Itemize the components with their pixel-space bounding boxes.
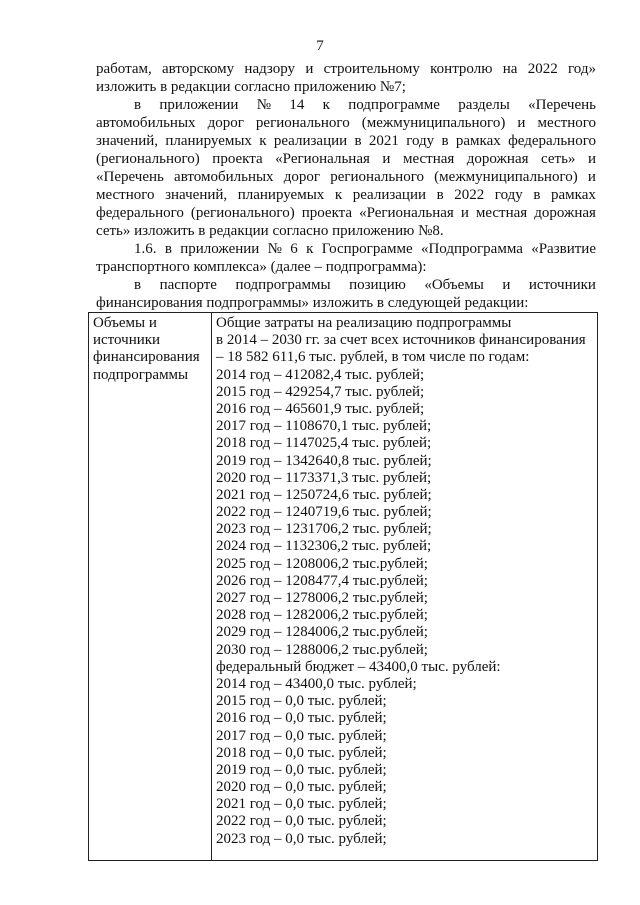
- word: 6: [290, 241, 298, 257]
- word: дорог: [207, 115, 244, 131]
- paragraph-1-line: [96, 60, 596, 78]
- paragraph-4: [96, 276, 596, 312]
- word: (межмуниципального): [434, 169, 578, 185]
- funding-value-cell: [212, 313, 598, 861]
- paragraph-2-line: [96, 132, 596, 150]
- word: дорожная: [466, 151, 529, 167]
- paragraph-3-line: [96, 240, 596, 258]
- word: году: [494, 187, 523, 203]
- label-line: источники: [93, 332, 161, 349]
- value-line: 2016 год – 0,0 тыс. рублей;: [216, 710, 387, 727]
- word: местная: [402, 151, 455, 167]
- word: реализации: [273, 133, 348, 149]
- word: (межмуниципального): [361, 115, 506, 131]
- value-line: в 2014 – 2030 гг. за счет всех источников финансирования: [216, 332, 586, 349]
- page-number: 7: [316, 38, 324, 54]
- word: 2022: [454, 187, 485, 203]
- word: автомобильных: [96, 115, 196, 131]
- word: и: [517, 115, 526, 131]
- word: Общие: [216, 315, 261, 331]
- value-line: 2022 год – 0,0 тыс. рублей;: [216, 813, 387, 830]
- word: местного: [537, 115, 596, 131]
- paragraph-4-line: [96, 276, 596, 294]
- label-line: подпрограммы: [93, 366, 189, 383]
- word: на: [502, 61, 518, 77]
- paragraph-2-line: [96, 114, 596, 132]
- word: разделы: [458, 97, 510, 113]
- word: приложении: [159, 97, 239, 113]
- paragraph-2: [96, 96, 596, 240]
- word: значений,: [96, 133, 159, 149]
- word: в: [441, 133, 449, 149]
- value-line: 2023 год – 1231706,2 тыс. рублей;: [216, 521, 432, 538]
- word: «Подпрограмма: [420, 241, 523, 257]
- paragraph-2-line: [96, 150, 596, 168]
- word: к: [322, 97, 330, 113]
- word: сеть»: [541, 151, 576, 167]
- value-line: 2014 год – 412082,4 тыс. рублей;: [216, 366, 425, 383]
- value-line: 2015 год – 429254,7 тыс. рублей;: [216, 383, 425, 400]
- word: в: [164, 241, 172, 257]
- position-label-cell: [89, 313, 212, 861]
- word: и: [587, 169, 596, 185]
- word: подпрограммы: [235, 277, 331, 293]
- paragraph-3: [96, 240, 596, 276]
- word: дорожная: [534, 205, 596, 221]
- value-line: 2024 год – 1132306,2 тыс. рублей;: [216, 538, 432, 555]
- word: в: [436, 187, 444, 203]
- value-line: 2020 год – 1173371,3 тыс. рублей;: [216, 469, 432, 486]
- word: проекта: [212, 151, 263, 167]
- word: к: [334, 187, 343, 203]
- value-line: 2027 год – 1278006,2 тыс.рублей;: [216, 590, 428, 606]
- word: 2022: [527, 61, 558, 77]
- paragraph-2-line: сеть» изложить в редакции согласно приложению №8.: [96, 223, 444, 239]
- word: и: [305, 61, 314, 77]
- word: «Объемы: [424, 277, 484, 293]
- word: строительному: [323, 61, 420, 77]
- word: подпрограмме: [348, 97, 440, 113]
- value-line: 2021 год – 0,0 тыс. рублей;: [216, 796, 387, 813]
- value-line: 2017 год – 0,0 тыс. рублей;: [216, 727, 387, 744]
- value-line: 2019 год – 1342640,8 тыс. рублей;: [216, 452, 432, 469]
- word: подпрограммы: [416, 315, 512, 331]
- word: к: [306, 241, 314, 257]
- word: рамках: [551, 187, 596, 203]
- word: контролю: [430, 61, 493, 77]
- word: регионального: [255, 115, 350, 131]
- word: затраты: [264, 315, 314, 331]
- word: приложении: [180, 241, 260, 257]
- word: (регионального): [96, 151, 200, 167]
- word: к: [259, 133, 267, 149]
- value-line: 2016 год – 465601,9 тыс. рублей;: [216, 400, 425, 417]
- value-line: 2020 год – 0,0 тыс. рублей;: [216, 779, 387, 796]
- word: год»: [567, 61, 596, 77]
- word: паспорте: [159, 277, 217, 293]
- word: источники: [528, 277, 596, 293]
- word: дорог: [283, 169, 321, 185]
- word: №: [267, 241, 282, 257]
- word: работам,: [96, 61, 152, 77]
- word: и: [502, 277, 511, 293]
- value-line: [216, 315, 593, 332]
- value-line: 2014 год – 43400,0 тыс. рублей;: [216, 675, 417, 692]
- word: «Перечень: [96, 169, 164, 185]
- word: и: [382, 151, 391, 167]
- paragraph-3-line: транспортного комплекса» (далее – подпрограмма):: [96, 259, 427, 275]
- value-line: 2019 год – 0,0 тыс. рублей;: [216, 761, 387, 778]
- value-line: 2015 год – 0,0 тыс. рублей;: [216, 693, 387, 710]
- value-line: 2028 год – 1282006,2 тыс.рублей;: [216, 607, 428, 624]
- word: «Региональная: [275, 151, 370, 167]
- word: реализации: [352, 187, 427, 203]
- word: федерального: [96, 205, 184, 221]
- word: «Развитие: [531, 241, 596, 257]
- word: (регионального): [190, 205, 295, 221]
- word: «Региональная: [359, 205, 454, 221]
- word: федерального: [508, 133, 596, 149]
- word: и: [587, 151, 596, 167]
- label-line: финансирования: [93, 349, 200, 366]
- value-line: 2018 год – 1147025,4 тыс. рублей;: [216, 435, 432, 452]
- word: местная: [475, 205, 528, 221]
- label-line: Объемы и: [93, 315, 157, 331]
- paragraph-2-line: [96, 186, 596, 204]
- paragraph-4-line: финансирования подпрограммы» изложить в следующей редакции:: [96, 295, 529, 311]
- value-line: 2017 год – 1108670,1 тыс. рублей;: [216, 418, 432, 435]
- value-lines: [216, 332, 593, 848]
- word: планируемых: [237, 187, 325, 203]
- word: проекта: [301, 205, 353, 221]
- paragraph-2-line: [96, 168, 596, 186]
- word: «Перечень: [528, 97, 596, 113]
- word: 2021: [368, 133, 399, 149]
- word: на: [317, 315, 333, 331]
- word: в: [533, 187, 541, 203]
- word: значений,: [165, 187, 228, 203]
- word: реализацию: [335, 315, 413, 331]
- word: позицию: [349, 277, 406, 293]
- word: местного: [96, 187, 155, 203]
- word: надзору: [244, 61, 296, 77]
- word: планируемых: [165, 133, 252, 149]
- word: рамках: [455, 133, 501, 149]
- word: автомобильных: [174, 169, 274, 185]
- paragraph-2-line: [96, 204, 596, 222]
- word: регионального: [330, 169, 424, 185]
- value-line: 2030 год – 1288006,2 тыс.рублей;: [216, 641, 428, 658]
- word: году: [406, 133, 435, 149]
- word: и: [460, 205, 469, 221]
- value-line: федеральный бюджет – 43400,0 тыс. рублей:: [216, 658, 501, 675]
- word: в: [134, 277, 142, 293]
- word: 14: [289, 97, 305, 113]
- value-line: 2021 год – 1250724,6 тыс. рублей;: [216, 486, 432, 503]
- passport-table: [88, 312, 598, 861]
- value-line: 2025 год – 1208006,2 тыс.рублей;: [216, 555, 428, 572]
- word: в: [134, 97, 142, 113]
- value-line: – 18 582 611,6 тыс. рублей, в том числе по годам:: [216, 349, 530, 366]
- value-line: 2018 год – 0,0 тыс. рублей;: [216, 744, 387, 761]
- value-line: 2022 год – 1240719,6 тыс. рублей;: [216, 504, 432, 521]
- paragraph-1: [96, 60, 596, 96]
- paragraph-2-line: [96, 96, 596, 114]
- value-line: 2023 год – 0,0 тыс. рублей;: [216, 830, 387, 847]
- paragraph-1-line: изложить в редакции согласно приложению №7;: [96, 79, 406, 95]
- word: в: [354, 133, 362, 149]
- word: авторскому: [162, 61, 235, 77]
- value-line: 2029 год – 1284006,2 тыс.рублей;: [216, 624, 428, 641]
- word: 1.6.: [134, 241, 157, 257]
- word: Госпрограмме: [321, 241, 413, 257]
- word: №: [256, 97, 272, 113]
- value-line: 2026 год – 1208477,4 тыс.рублей;: [216, 572, 428, 589]
- table-row: [89, 313, 598, 861]
